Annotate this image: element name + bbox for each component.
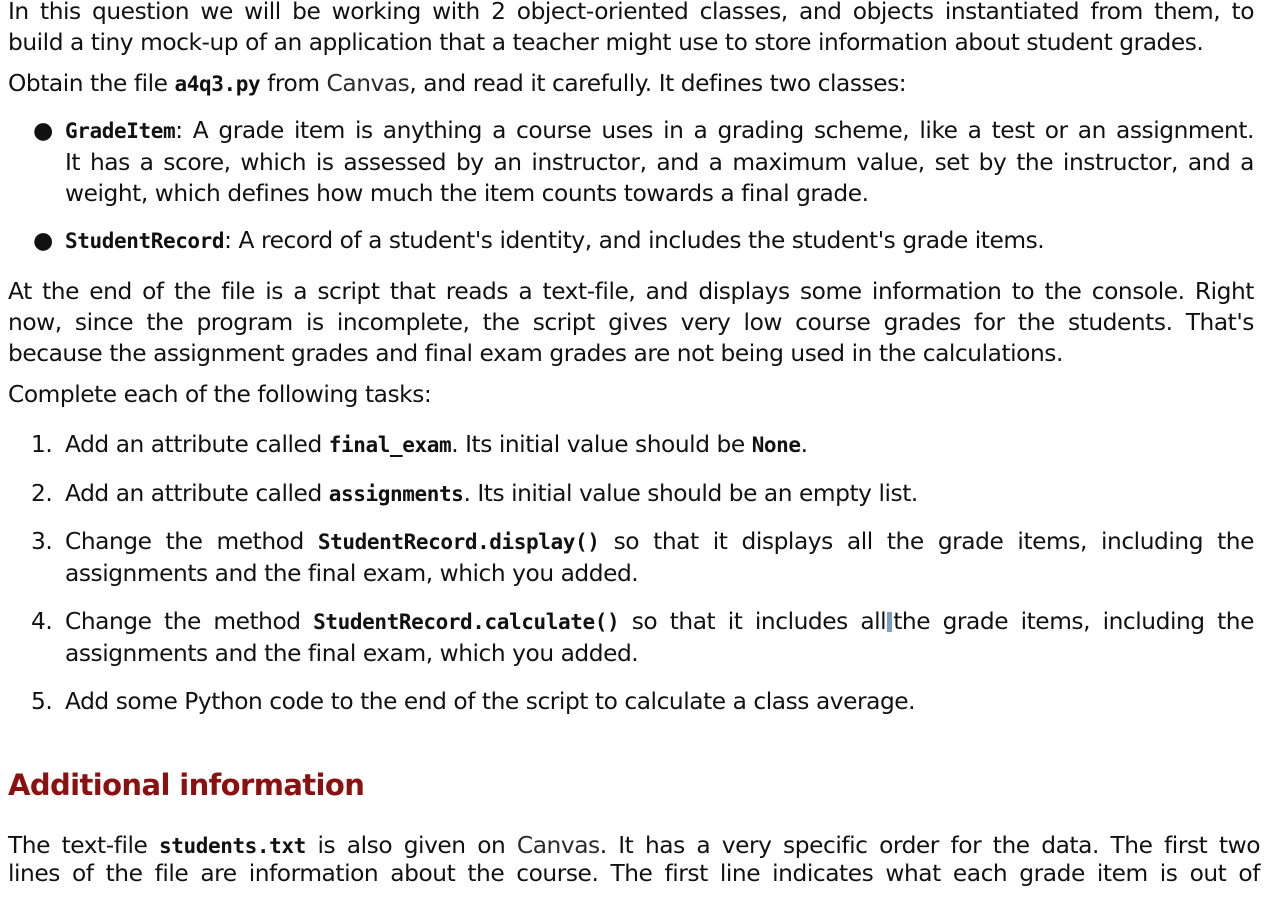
tasks-intro: Complete each of the following tasks: xyxy=(8,381,432,408)
obtain-paragraph: Obtain the file a4q3.py from Canvas, and read it carefully. It defines two classes: xyxy=(8,70,907,97)
file-name-students: students.txt xyxy=(158,834,306,858)
additional-line-2: lines of the file are information about the course. The first line indicates what each grade item is out of xyxy=(8,860,1260,887)
text-cursor-icon xyxy=(887,612,892,632)
script-line-2: now, since the program is incomplete, the script gives very low course grades for the students. That's xyxy=(8,309,1254,336)
class-name: StudentRecord xyxy=(65,229,225,253)
canvas-link[interactable]: Canvas xyxy=(326,70,410,97)
canvas-link[interactable]: Canvas xyxy=(516,832,600,859)
script-line-1: At the end of the file is a script that reads a text-file, and displays some information to the console. Right xyxy=(8,278,1254,305)
additional-line-1: The text-file students.txt is also given on Canvas. It has a very specific order for the data. The first two xyxy=(8,832,1260,859)
task-item-5: 5. Add some Python code to the end of the script to calculate a class average. xyxy=(31,688,916,715)
bullet-icon: ● xyxy=(33,227,53,254)
section-heading: Additional information xyxy=(8,768,365,802)
task-item-1: 1. Add an attribute called final_exam. Its initial value should be None. xyxy=(31,431,808,458)
file-name-a4q3: a4q3.py xyxy=(174,72,261,96)
task-item-4: 4. Change the method StudentRecord.calculate() so that it includes all the grade items, including the assignments and the final exam, which you added. xyxy=(31,608,1254,667)
script-line-3: because the assignment grades and final exam grades are not being used in the calculations. xyxy=(8,340,1063,367)
task-item-3: 3. Change the method StudentRecord.display() so that it displays all the grade items, including the assignments and the final exam, which you added. xyxy=(31,528,1254,587)
list-item-studentrecord: ● StudentRecord: A record of a student's identity, and includes the student's grade items. xyxy=(33,227,1045,254)
task-item-2: 2. Add an attribute called assignments. Its initial value should be an empty list. xyxy=(31,480,918,507)
bullet-icon: ● xyxy=(33,117,53,144)
list-item-gradeitem: ● GradeItem: A grade item is anything a course uses in a grading scheme, like a test or an assignment. It has a score, which is assessed by an instructor, and a maximum value, set by the instructor, and a weight, which defines how much the item counts towards a final grade. xyxy=(33,117,1254,207)
intro-line-2: build a tiny mock-up of an application that a teacher might use to store information about student grades. xyxy=(8,29,1204,56)
class-name: GradeItem xyxy=(65,119,176,143)
intro-line-1: In this question we will be working with 2 object-oriented classes, and objects instantiated from them, to xyxy=(8,0,1254,25)
